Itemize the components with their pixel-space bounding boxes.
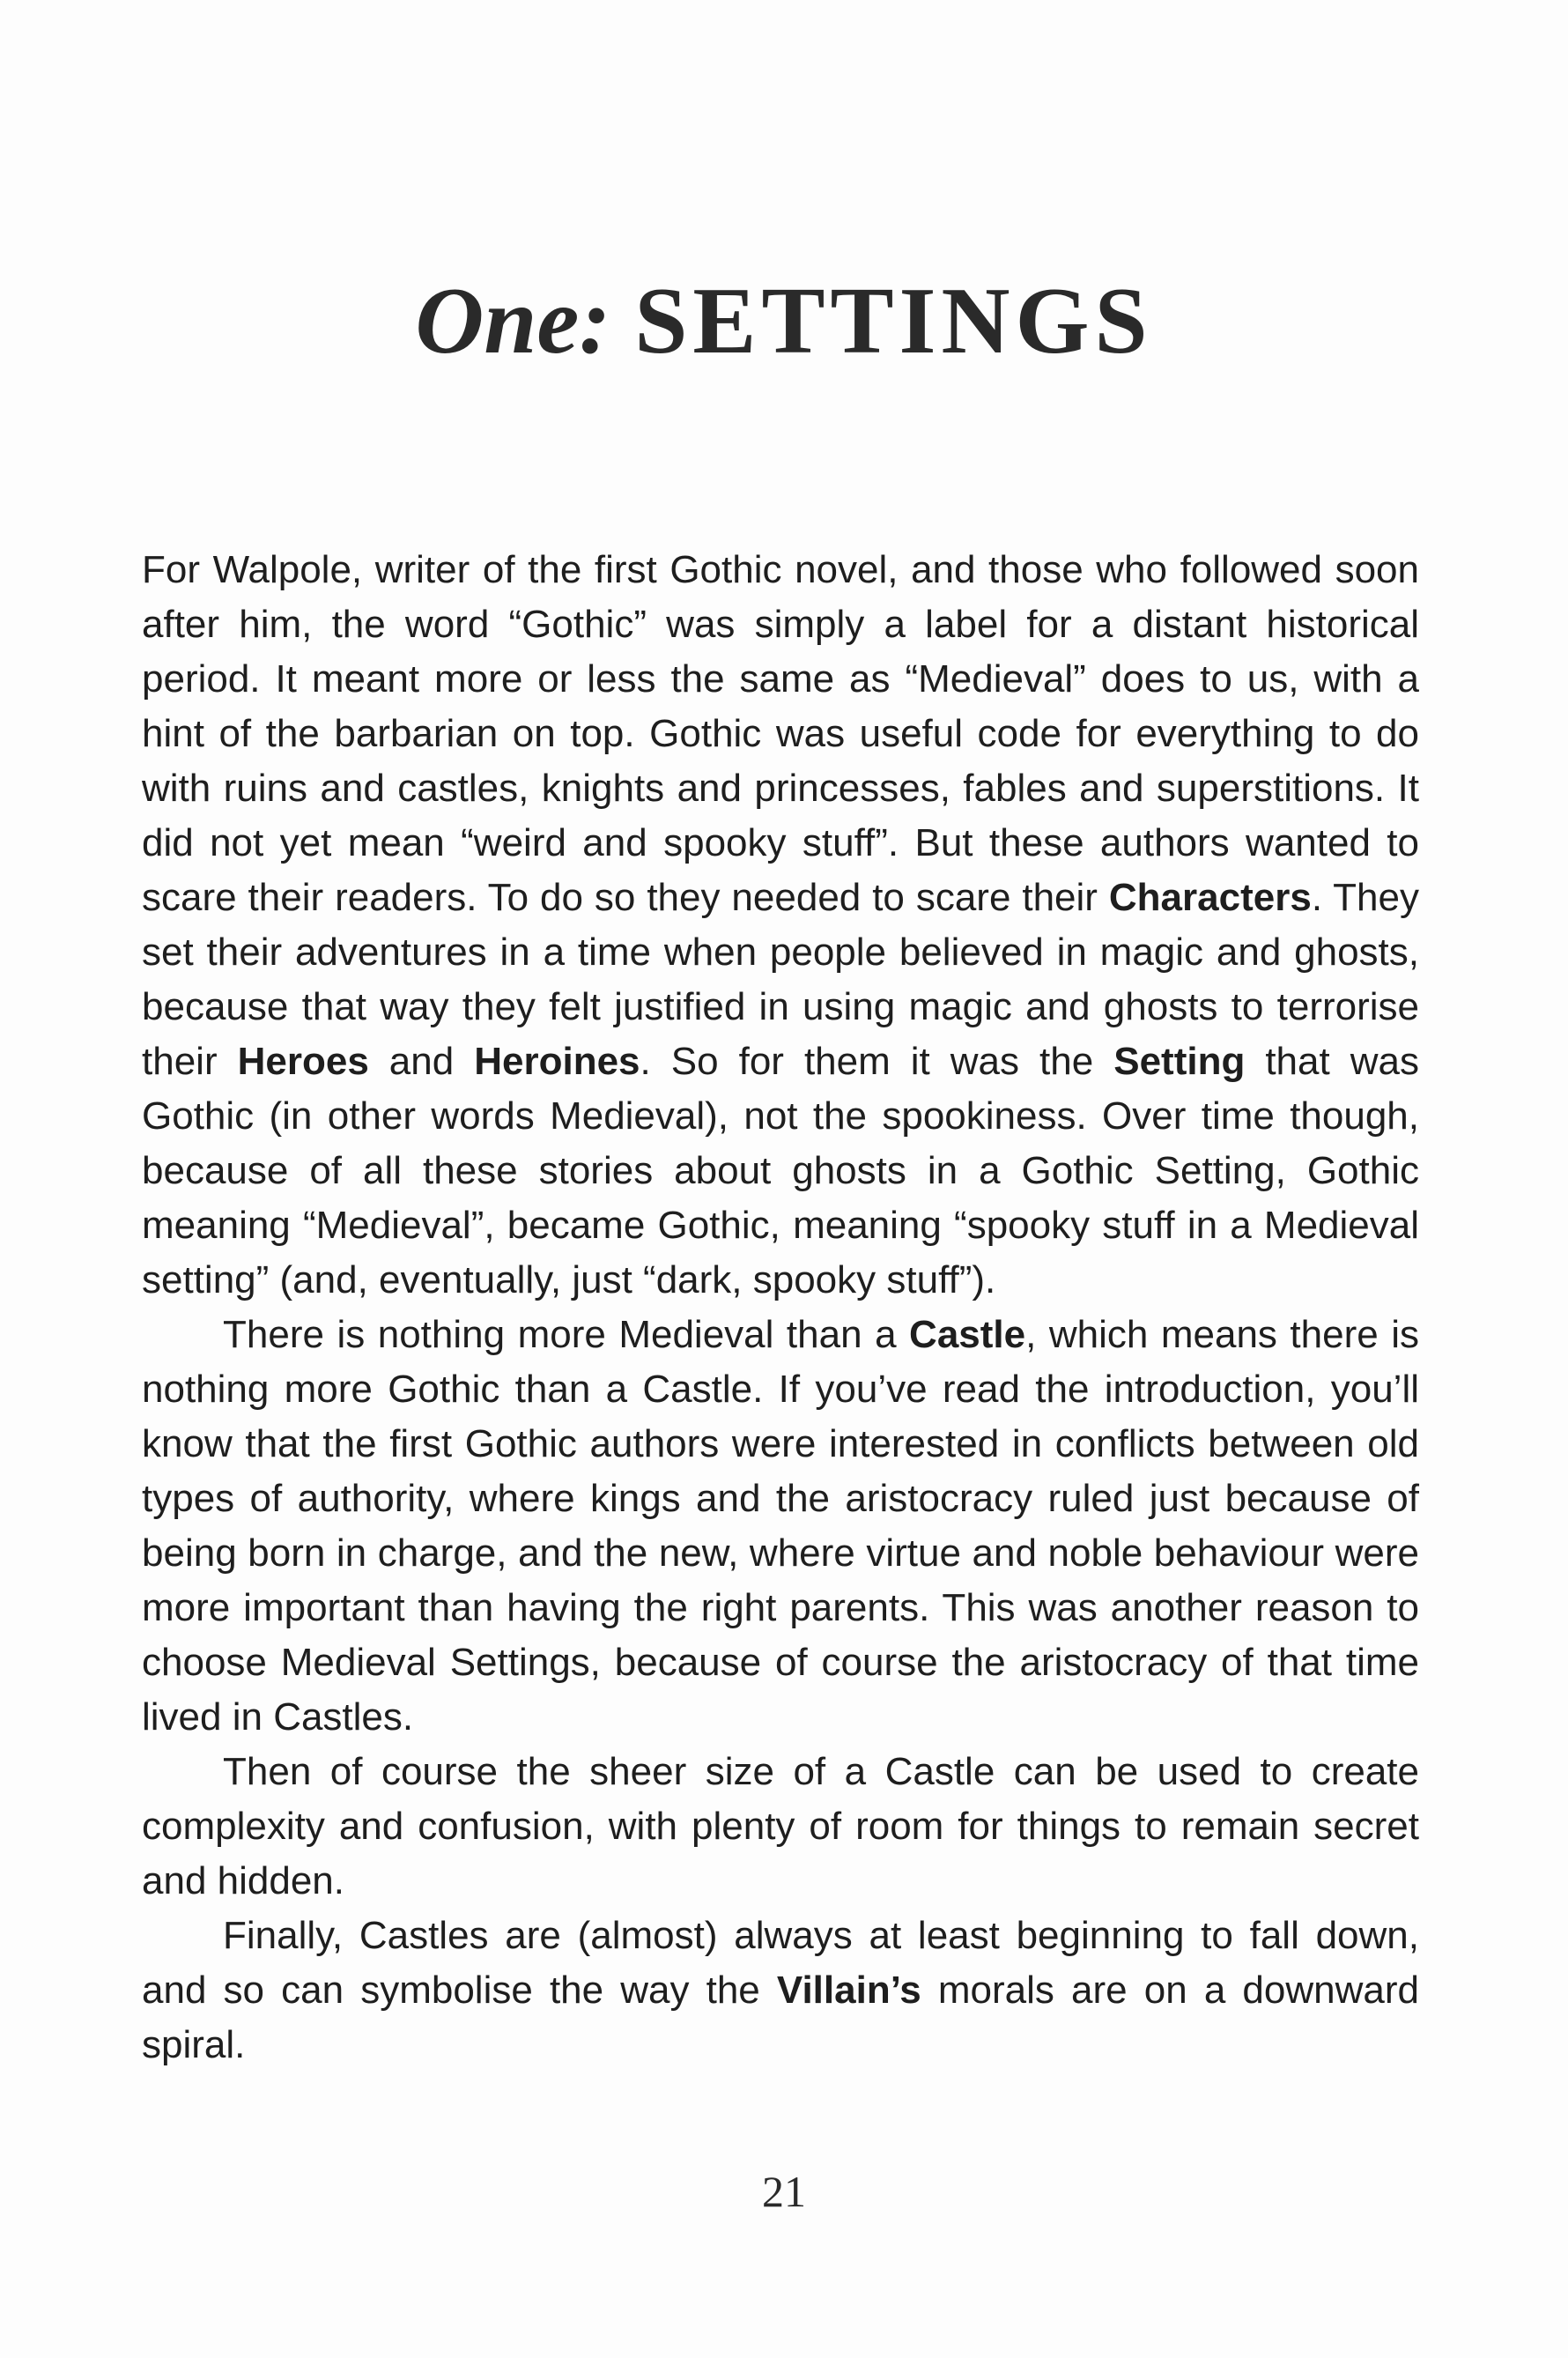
chapter-body [142, 543, 1419, 2073]
paragraph-text: that was Gothic (in other words Medieval), not the spookiness. Over time though, because of all these stories about ghosts in a Gothic Setting, Gothic meaning “Medieval”, became Gothic, meaning “spooky stuff in a Medieval setting” (and, eventually, just “dark, spooky stuff”). [142, 1040, 1419, 1301]
bold-term-setting: Setting [1113, 1040, 1246, 1083]
bold-term-villains: Villain’s [776, 1969, 921, 2012]
paragraph-text: . So for them it was the [640, 1040, 1114, 1083]
paragraph-text: Finally, Castles are (almost) always at least beginning to fall down, and so can symbolise the way the [142, 1914, 1419, 2012]
bold-term-heroes: Heroes [237, 1040, 369, 1083]
paragraph-text: . They set their adventures in a time when people believed in magic and ghosts, because that way they felt justified in using magic and ghosts to terrorise their [142, 876, 1419, 1083]
paragraph-text: Then of course the sheer size of a Castle can be used to create complexity and confusion, with plenty of room for things to remain secret and hidden. [142, 1750, 1419, 1902]
paragraph-4 [142, 1909, 1419, 2073]
chapter-title-text: SETTINGS [634, 269, 1153, 374]
paragraph-3 [142, 1745, 1419, 1909]
paragraph-text: There is nothing more Medieval than a [223, 1313, 910, 1356]
chapter-title [0, 264, 1568, 379]
paragraph-text: For Walpole, writer of the first Gothic novel, and those who followed soon after him, the word “Gothic” was simply a label for a distant historical period. It meant more or less the same as “Medieval” does to us, with a hint of the barbarian on top. Gothic was useful code for everything to do with ruins and castles, knights and princesses, fables and superstitions. It did not yet mean “weird and spooky stuff”. But these authors wanted to scare their readers. To do so they needed to scare their [142, 548, 1419, 919]
bold-term-heroines: Heroines [474, 1040, 640, 1083]
paragraph-text: , which means there is nothing more Gothic than a Castle. If you’ve read the introduction, you’ll know that the first Gothic authors were interested in conflicts between old types of authority, where kings and the aristocracy ruled just because of being born in charge, and the new, where virtue and noble behaviour were more important than having the right parents. This was another reason to choose Medieval Settings, because of course the aristocracy of that time lived in Castles. [142, 1313, 1419, 1739]
paragraph-1 [142, 543, 1419, 1308]
bold-term-characters: Characters [1108, 876, 1312, 919]
paragraph-2 [142, 1308, 1419, 1745]
paragraph-text: and [368, 1040, 475, 1083]
page-number: 21 [762, 2167, 806, 2216]
bold-term-castle: Castle [909, 1313, 1026, 1356]
paragraph-text: morals are on a downward spiral. [142, 1969, 1419, 2066]
chapter-number: One: [415, 269, 611, 374]
